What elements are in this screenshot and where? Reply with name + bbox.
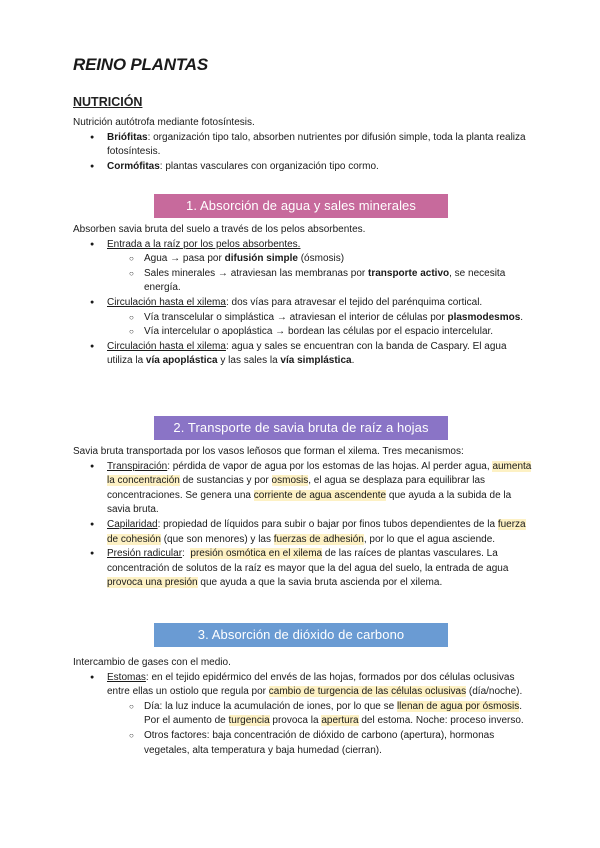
list-item [73,518,533,547]
text-bold: difusión simple [224,253,298,265]
bullet-title: Circulación hasta el xilema [107,340,226,352]
sub-list [107,311,533,340]
bullet-title: Circulación hasta el xilema [107,296,226,308]
highlight: osmosis [271,475,309,487]
section-1-list [73,238,533,369]
highlight: fuerzas de adhesión [273,533,364,545]
intro-block [73,116,533,174]
list-item [73,160,533,175]
section-2-list [73,460,533,591]
text: : en el tejido epidérmico del envés de las hojas, formados por dos células oclusivas entre ellas un ostiolo que regula por [107,671,515,698]
intro-list [73,131,533,175]
section-3-block [73,656,533,758]
highlight: cambio de turgencia de las células oclusivas [268,686,467,698]
sub-list-item [107,252,533,267]
highlight: fuerza de cohesión [107,518,526,545]
text: : propiedad de líquidos para subir o bajar por finos tubos dependientes de la [157,518,498,530]
text: : plantas vasculares con organización tipo cormo. [159,160,379,172]
page-title: REINO PLANTAS [73,55,208,74]
text: Sales minerales → atraviesan las membranas por [144,267,368,279]
text: : [182,548,191,560]
text: (día/noche). [466,686,523,698]
section-2-block [73,445,533,591]
text: : pérdida de vapor de agua por los estomas de las hojas. Al perder agua, [167,460,493,472]
text: y las sales la [217,355,281,367]
sub-list-item [107,325,533,340]
text: provoca la [269,715,322,727]
text: . [351,355,355,367]
list-item [73,547,533,591]
section-banner-3: 3. Absorción de dióxido de carbono [154,623,448,647]
text: Vía intercelular o apoplástica → bordean las células por el espacio intercelular. [144,326,494,338]
bullet-title: Capilaridad [107,518,158,530]
bullet-title: Transpiración [107,460,168,472]
highlight: provoca una presión [107,577,198,589]
text: . Por el aumento de [144,700,523,727]
highlight: aumenta la concentración [107,460,532,487]
section-banner-2: 2. Transporte de savia bruta de raíz a hojas [154,416,448,440]
text: del estoma. Noche: proceso inverso. [358,715,524,727]
sub-list-item [107,311,533,326]
text: que ayuda a que la savia bruta ascienda por el xilema. [197,577,443,589]
section-3-list [73,671,533,759]
text: : dos vías para atravesar el tejido del parénquima cortical. [225,296,483,308]
list-item [73,340,533,369]
text-bold: transporte activo [367,267,450,279]
text: (ósmosis) [297,253,345,265]
bullet-title: Presión radicular [107,548,183,560]
intro-text: Nutrición autótrofa mediante fotosíntesis. [73,117,255,128]
sub-list [107,252,533,296]
section-banner-1: 1. Absorción de agua y sales minerales [154,194,448,218]
text: , se necesita energía. [144,267,506,294]
text: Vía transcelular o simplástica → atraviesan el interior de células por [144,311,448,323]
text: (que son menores) y las [160,533,274,545]
text: : organización tipo talo, absorben nutrientes por difusión simple, toda la planta realiza fotosíntesis. [107,131,526,158]
list-item [73,671,533,759]
text: , el agua se desplaza para equilibrar las concentraciones. Se genera una [107,475,486,501]
highlight: presión osmótica en el xilema [190,548,323,560]
text: Día: la luz induce la acumulación de iones, por lo que se [144,700,397,712]
section-1-intro: Absorben savia bruta del suelo a través de los pelos absorbentes. [73,224,366,235]
section-2-intro: Savia bruta transportada por los vasos leñosos que forman el xilema. Tres mecanismos: [73,446,464,457]
text: : agua y sales se encuentran con la banda de Caspary. El agua utiliza la [107,340,507,367]
list-item [73,460,533,518]
sub-list-item [107,729,533,758]
highlight: apertura [321,715,359,727]
term-briofitas: Briófitas [107,131,148,143]
highlight: turgencia [228,715,270,727]
sub-list-item [107,700,533,729]
section-1-block [73,223,533,369]
text: que ayuda a la subida de la savia bruta. [107,489,512,516]
bullet-title: Estomas [107,671,146,683]
section-heading-nutricion: NUTRICIÓN [73,95,143,109]
list-item [73,238,533,296]
text: . [520,311,524,323]
highlight: llenan de agua por ósmosis [396,700,520,712]
sub-list-item [107,267,533,296]
text-bold: vía simplástica [280,355,352,367]
highlight: corriente de agua ascendente [253,489,387,501]
term-cormofitas: Cormófitas [107,160,160,172]
bullet-title: Entrada a la raíz por los pelos absorbentes. [107,238,301,250]
text: Agua → pasa por [144,253,225,265]
list-item [73,131,533,160]
text: de sustancias y por [179,475,272,487]
text: Otros factores: baja concentración de dióxido de carbono (apertura), hormonas vegetales, alta temperatura y baja humedad (cierran). [144,729,495,756]
sub-list [107,700,533,758]
text: , por lo que el agua asciende. [363,533,496,545]
text-bold: vía apoplástica [145,355,218,367]
text-bold: plasmodesmos [447,311,521,323]
section-3-intro: Intercambio de gases con el medio. [73,657,231,668]
text: de las raíces de plantas vasculares. La concentración de solutos de la raíz es mayor que la del agua del suelo, la entrada de agua [107,548,509,574]
list-item [73,296,533,340]
